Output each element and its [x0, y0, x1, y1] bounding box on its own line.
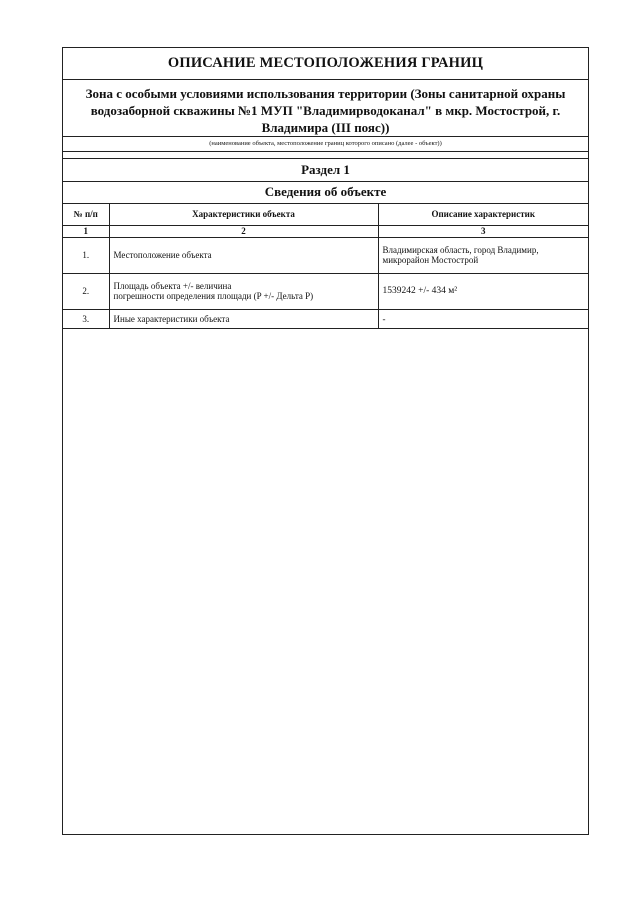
info-title: Сведения об объекте — [63, 182, 588, 204]
description-line: микрорайон Мостострой — [382, 255, 479, 265]
row-description: - — [378, 309, 588, 328]
table-header-row — [63, 204, 588, 225]
row-characteristic: Местоположение объекта — [109, 237, 378, 273]
header-characteristic: Характеристики объекта — [109, 204, 378, 225]
header-num: № п/п — [63, 204, 109, 225]
characteristic-line: Площадь объекта +/- величина — [113, 281, 232, 291]
characteristics-table — [63, 204, 588, 329]
document-frame — [62, 47, 589, 835]
row-characteristic — [109, 273, 378, 309]
header-description: Описание характеристик — [378, 204, 588, 225]
column-number: 3 — [378, 225, 588, 237]
row-number: 3. — [63, 309, 109, 328]
row-number: 1. — [63, 237, 109, 273]
column-numbers-row — [63, 225, 588, 237]
column-number: 2 — [109, 225, 378, 237]
document-title: ОПИСАНИЕ МЕСТОПОЛОЖЕНИЯ ГРАНИЦ — [63, 48, 588, 80]
row-description: 1539242 +/- 434 м² — [378, 273, 588, 309]
spacer-row — [63, 152, 588, 159]
column-number: 1 — [63, 225, 109, 237]
table-row — [63, 273, 588, 309]
characteristic-line: погрешности определения площади (P +/- Дельта P) — [113, 291, 314, 301]
description-line: Владимирская область, город Владимир, — [382, 245, 539, 255]
object-caption: (наименование объекта, местоположение границ которого описано (далее - объект)) — [63, 136, 588, 152]
row-number: 2. — [63, 273, 109, 309]
table-row — [63, 237, 588, 273]
table-row — [63, 309, 588, 328]
row-description — [378, 237, 588, 273]
object-name: Зона с особыми условиями использования территории (Зоны санитарной охраны водозаборной скважины №1 МУП "Владимирводоканал" в мкр. Мостострой, г. Владимира (III пояс)) — [85, 86, 566, 135]
row-characteristic: Иные характеристики объекта — [109, 309, 378, 328]
section-title: Раздел 1 — [63, 159, 588, 182]
